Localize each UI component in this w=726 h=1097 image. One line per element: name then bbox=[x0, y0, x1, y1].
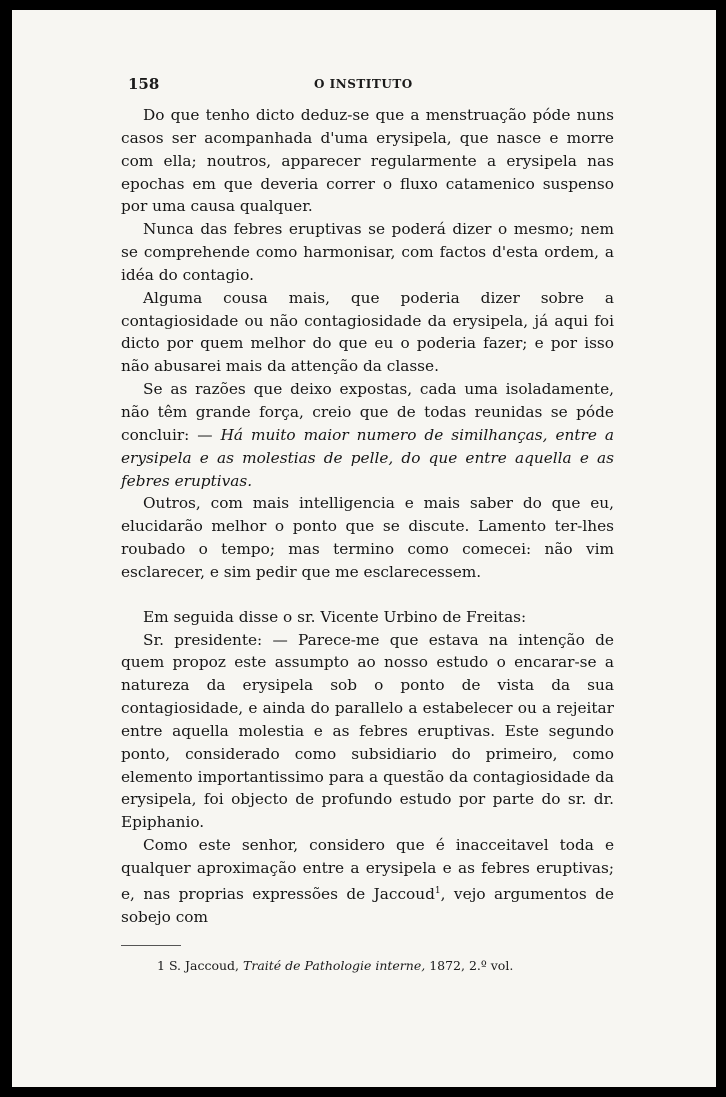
paragraph bbox=[121, 378, 614, 492]
paragraph-text: , vejo argumentos de sobejo com bbox=[121, 884, 614, 926]
paragraph-text: Se as razões que deixo expostas, cada uma isoladamente, não têm grande força, creio que de todas reunidas se póde concluir: — bbox=[121, 380, 614, 444]
paragraph bbox=[121, 834, 614, 928]
paragraph: Alguma cousa mais, que poderia dizer sobre a contagiosidade ou não contagiosidade da erysipela, já aqui foi dicto por quem melhor do que eu o poderia fazer; e por isso não abusarei mais da attenção da classe. bbox=[121, 288, 614, 376]
footnote-marker: 1 bbox=[157, 958, 165, 973]
paragraph: Nunca das febres eruptivas se poderá dizer o mesmo; nem se comprehende como harmonisar, com factos d'esta ordem, a idéa do contagio. bbox=[121, 220, 614, 284]
paragraph: Do que tenho dicto deduz-se que a menstruação póde nuns casos ser acompanhada d'uma erysipela, que nasce e morre com ella; noutros, apparecer regularmente a erysipela nas epochas em que deveria correr o fluxo catamenico suspenso por uma causa qualquer. bbox=[121, 106, 614, 216]
footnote-title: Traité de Pathologie interne, bbox=[243, 958, 426, 973]
paragraph-text: Como este senhor, considero que é inacceitavel toda e qualquer aproximação entre a erysipela e as febres eruptivas; e, nas proprias expressões de Jaccoud bbox=[121, 836, 614, 903]
paragraph: Em seguida disse o sr. Vicente Urbino de Freitas: bbox=[143, 607, 527, 626]
body-text bbox=[121, 104, 614, 929]
footnote-details: 1872, 2.º vol. bbox=[429, 958, 514, 973]
footnote-reference: 1 bbox=[434, 885, 441, 896]
footnote-rule bbox=[121, 945, 181, 946]
paragraph: Sr. presidente: — Parece-me que estava na intenção de quem propoz este assumpto ao nosso estudo o encarar-se a natureza da erysipela sob o ponto de vista da sua contagiosidade, e ainda do parallelo a estabelecer ou a rejeitar entre aquella molestia e as febres eruptivas. Este segundo ponto, considerado como subsidiario do primeiro, como elemento importantissimo para a questão da contagiosidade da erysipela, foi objecto de profundo estudo por parte do sr. dr. Epiphanio. bbox=[121, 630, 614, 832]
conclusion-italic: Há muito maior numero de similhanças, entre a erysipela e as molestias de pelle, do que entre aquella e as febres eruptivas. bbox=[121, 425, 615, 490]
footnote-author: S. Jaccoud, bbox=[168, 958, 240, 973]
paragraph: Outros, com mais intelligencia e mais saber do que eu, elucidarão melhor o ponto que se discute. Lamento ter-lhes roubado o tempo; mas termino como comecei: não vim esclarecer, e sim pedir que me esclarecessem. bbox=[121, 494, 614, 581]
footnote bbox=[157, 958, 617, 973]
page-number: 158 bbox=[128, 75, 160, 93]
running-title: O INSTITUTO bbox=[314, 77, 413, 91]
